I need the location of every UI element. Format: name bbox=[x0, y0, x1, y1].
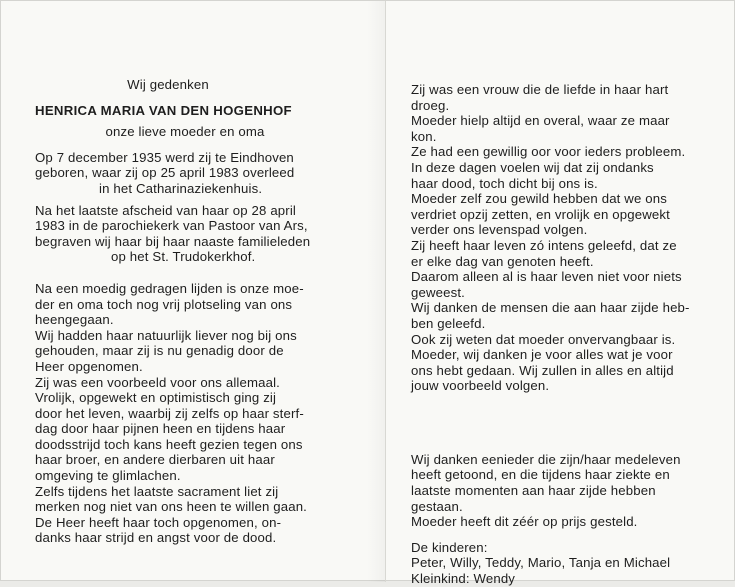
family-line: De kinderen: bbox=[411, 539, 488, 555]
body-line: omgeving te glimlachen. bbox=[35, 468, 181, 484]
body-line: ons hebt gedaan. Wij zullen in alles en altijd bbox=[411, 362, 674, 378]
birth-line: Op 7 december 1935 werd zij te Eindhoven bbox=[35, 149, 294, 165]
burial-line: op het St. Trudokerkhof. bbox=[111, 249, 256, 265]
thanks-line: gestaan. bbox=[411, 498, 463, 514]
opening-line: Wij gedenken bbox=[127, 77, 209, 92]
birth-line: in het Catharinaziekenhuis. bbox=[99, 180, 263, 196]
body-line: Moeder, wij danken je voor alles wat je voor bbox=[411, 347, 673, 363]
thanks-line: laatste momenten aan haar zijde hebben bbox=[411, 483, 656, 499]
card-fold-shadow bbox=[367, 1, 385, 582]
body-line: Zelfs tijdens het laatste sacrament liet zij bbox=[35, 483, 279, 499]
body-line: Moeder zelf zou gewild hebben dat we ons bbox=[411, 191, 667, 207]
body-line: verder ons levenspad volgen. bbox=[411, 222, 588, 238]
right-body-text bbox=[411, 82, 707, 394]
burial-line: 1983 in de parochiekerk van Pastoor van Ars, bbox=[35, 218, 308, 234]
birth-line: geboren, waar zij op 25 april 1983 overleed bbox=[35, 165, 295, 181]
body-line: Ze had een gewillig oor voor ieders probleem. bbox=[411, 144, 686, 160]
body-line: droeg. bbox=[411, 97, 450, 113]
body-line: Wij hadden haar natuurlijk liever nog bij ons bbox=[35, 327, 297, 343]
body-line: Zij was een voorbeeld voor ons allemaal. bbox=[35, 374, 280, 390]
body-line: verdriet opzij zetten, en vrolijk en opgewekt bbox=[411, 206, 670, 222]
body-line: De Heer heeft haar toch opgenomen, on- bbox=[35, 514, 282, 530]
family-line: Peter, Willy, Teddy, Mario, Tanja en Michael bbox=[411, 555, 671, 571]
deceased-name: HENRICA MARIA VAN DEN HOGENHOF bbox=[35, 102, 292, 118]
thanks-line: Wij danken eenieder die zijn/haar medeleven bbox=[411, 451, 681, 467]
burial-line: Na het laatste afscheid van haar op 28 april bbox=[35, 202, 296, 218]
body-line: kon. bbox=[411, 128, 437, 144]
body-line: In deze dagen voelen wij dat zij ondanks bbox=[411, 159, 654, 175]
body-line: Zij was een vrouw die de liefde in haar hart bbox=[411, 82, 669, 97]
body-line: ben geleefd. bbox=[411, 315, 486, 331]
left-page bbox=[35, 77, 335, 546]
body-line: haar broer, en andere dierbaren uit haar bbox=[35, 452, 275, 468]
body-line: Na een moedig gedragen lijden is onze moe- bbox=[35, 280, 304, 296]
thanks-line: Moeder heeft dit zéér op prijs gesteld. bbox=[411, 514, 638, 530]
body-line: heengegaan. bbox=[35, 312, 114, 328]
body-line: Wij danken de mensen die aan haar zijde heb- bbox=[411, 300, 690, 316]
family-signature bbox=[411, 540, 707, 587]
body-line: jouw voorbeeld volgen. bbox=[411, 378, 550, 394]
body-line: der en oma toch nog vrij plotseling van ons bbox=[35, 296, 293, 312]
body-line: Moeder hielp altijd en overal, waar ze maar bbox=[411, 113, 670, 129]
thanks-line: heeft getoond, en die tijdens haar ziekte en bbox=[411, 467, 670, 483]
body-line: danks haar strijd en angst voor de dood. bbox=[35, 530, 277, 546]
body-line: Daarom alleen al is haar leven niet voor niets bbox=[411, 269, 682, 285]
body-line: gehouden, maar zij is nu genadig door de bbox=[35, 343, 284, 359]
family-line: Kleinkind: Wendy bbox=[411, 571, 516, 587]
body-line: dag door haar pijnen heen en tijdens haar bbox=[35, 421, 286, 437]
body-line: door het leven, waarbij zij zelfs op haar sterf- bbox=[35, 405, 304, 421]
body-line: Ook zij weten dat moeder onvervangbaar is. bbox=[411, 331, 676, 347]
body-line: merken nog niet van ons heen te willen gaan. bbox=[35, 499, 307, 515]
body-line: haar dood, toch dicht bij ons is. bbox=[411, 175, 598, 191]
thanks-paragraph bbox=[411, 452, 707, 530]
body-line: Vrolijk, opgewekt en optimistisch ging zij bbox=[35, 390, 277, 406]
body-line: Heer opgenomen. bbox=[35, 358, 143, 374]
burial-line: begraven wij haar bij haar naaste familieleden bbox=[35, 233, 311, 249]
body-line: er elke dag van genoten heeft. bbox=[411, 253, 594, 269]
burial-paragraph bbox=[35, 203, 335, 265]
left-body-text bbox=[35, 281, 335, 546]
body-line: doodsstrijd toch kans heeft gezien tegen ons bbox=[35, 436, 303, 452]
right-page bbox=[411, 82, 707, 587]
body-line: Zij heeft haar leven zó intens geleefd, dat ze bbox=[411, 237, 677, 253]
body-line: geweest. bbox=[411, 284, 465, 300]
subtitle: onze lieve moeder en oma bbox=[105, 124, 265, 140]
card-fold-line bbox=[385, 1, 386, 582]
birth-paragraph bbox=[35, 150, 335, 197]
